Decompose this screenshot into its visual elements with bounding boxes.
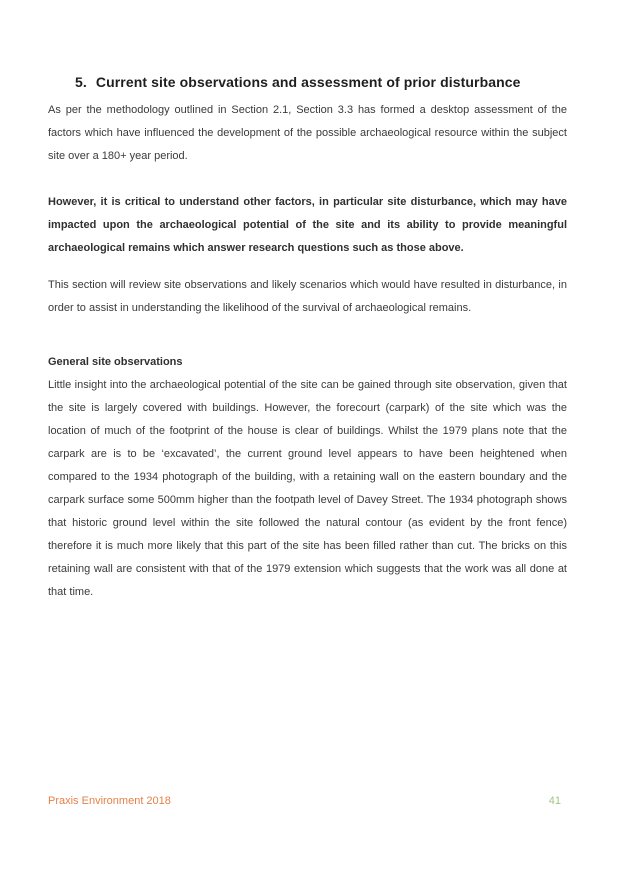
paragraph-disturbance-emphasis: However, it is critical to understand other factors, in particular site disturbance, which may have impacted upon the archaeological potential of the site and its ability to provide meaningful archaeological remains which answer research questions such as those above. xyxy=(48,196,567,254)
page-footer xyxy=(48,795,567,807)
section-heading xyxy=(48,74,567,91)
paragraph-methodology: As per the methodology outlined in Section 2.1, Section 3.3 has formed a desktop assessment of the factors which have influenced the development of the possible archaeological resource within the subject site over a 180+ year period. xyxy=(48,104,567,162)
footer-company-name: Praxis Environment 2018 xyxy=(48,795,171,807)
paragraph-section-review: This section will review site observations and likely scenarios which would have resulted in disturbance, in order to assist in understanding the likelihood of the survival of archaeological remains. xyxy=(48,279,567,314)
section-title: Current site observations and assessment of prior disturbance xyxy=(95,74,521,90)
page-number: 41 xyxy=(548,795,561,807)
section-number: 5. xyxy=(75,74,87,90)
paragraph-site-observations: Little insight into the archaeological potential of the site can be gained through site observation, given that the site is largely covered with buildings. However, the forecourt (carpark) of the site which was the location of much of the footprint of the house is clear of buildings. Whilst the 1979 plans note that the carpark are is to be ‘excavated’, the current ground level appears to have been heightened when compared to the 1934 photograph of the building, with a retaining wall on the eastern boundary and the carpark surface some 500mm higher than the footpath level of Davey Street. The 1934 photograph shows that historic ground level within the site followed the natural contour (as evident by the front fence) therefore it is much more likely that this part of the site has been filled rather than cut. The bricks on this retaining wall are consistent with that of the 1979 extension which suggests that the work was all done at that time. xyxy=(48,379,567,598)
subheading-general-site-observations: General site observations xyxy=(48,356,183,368)
